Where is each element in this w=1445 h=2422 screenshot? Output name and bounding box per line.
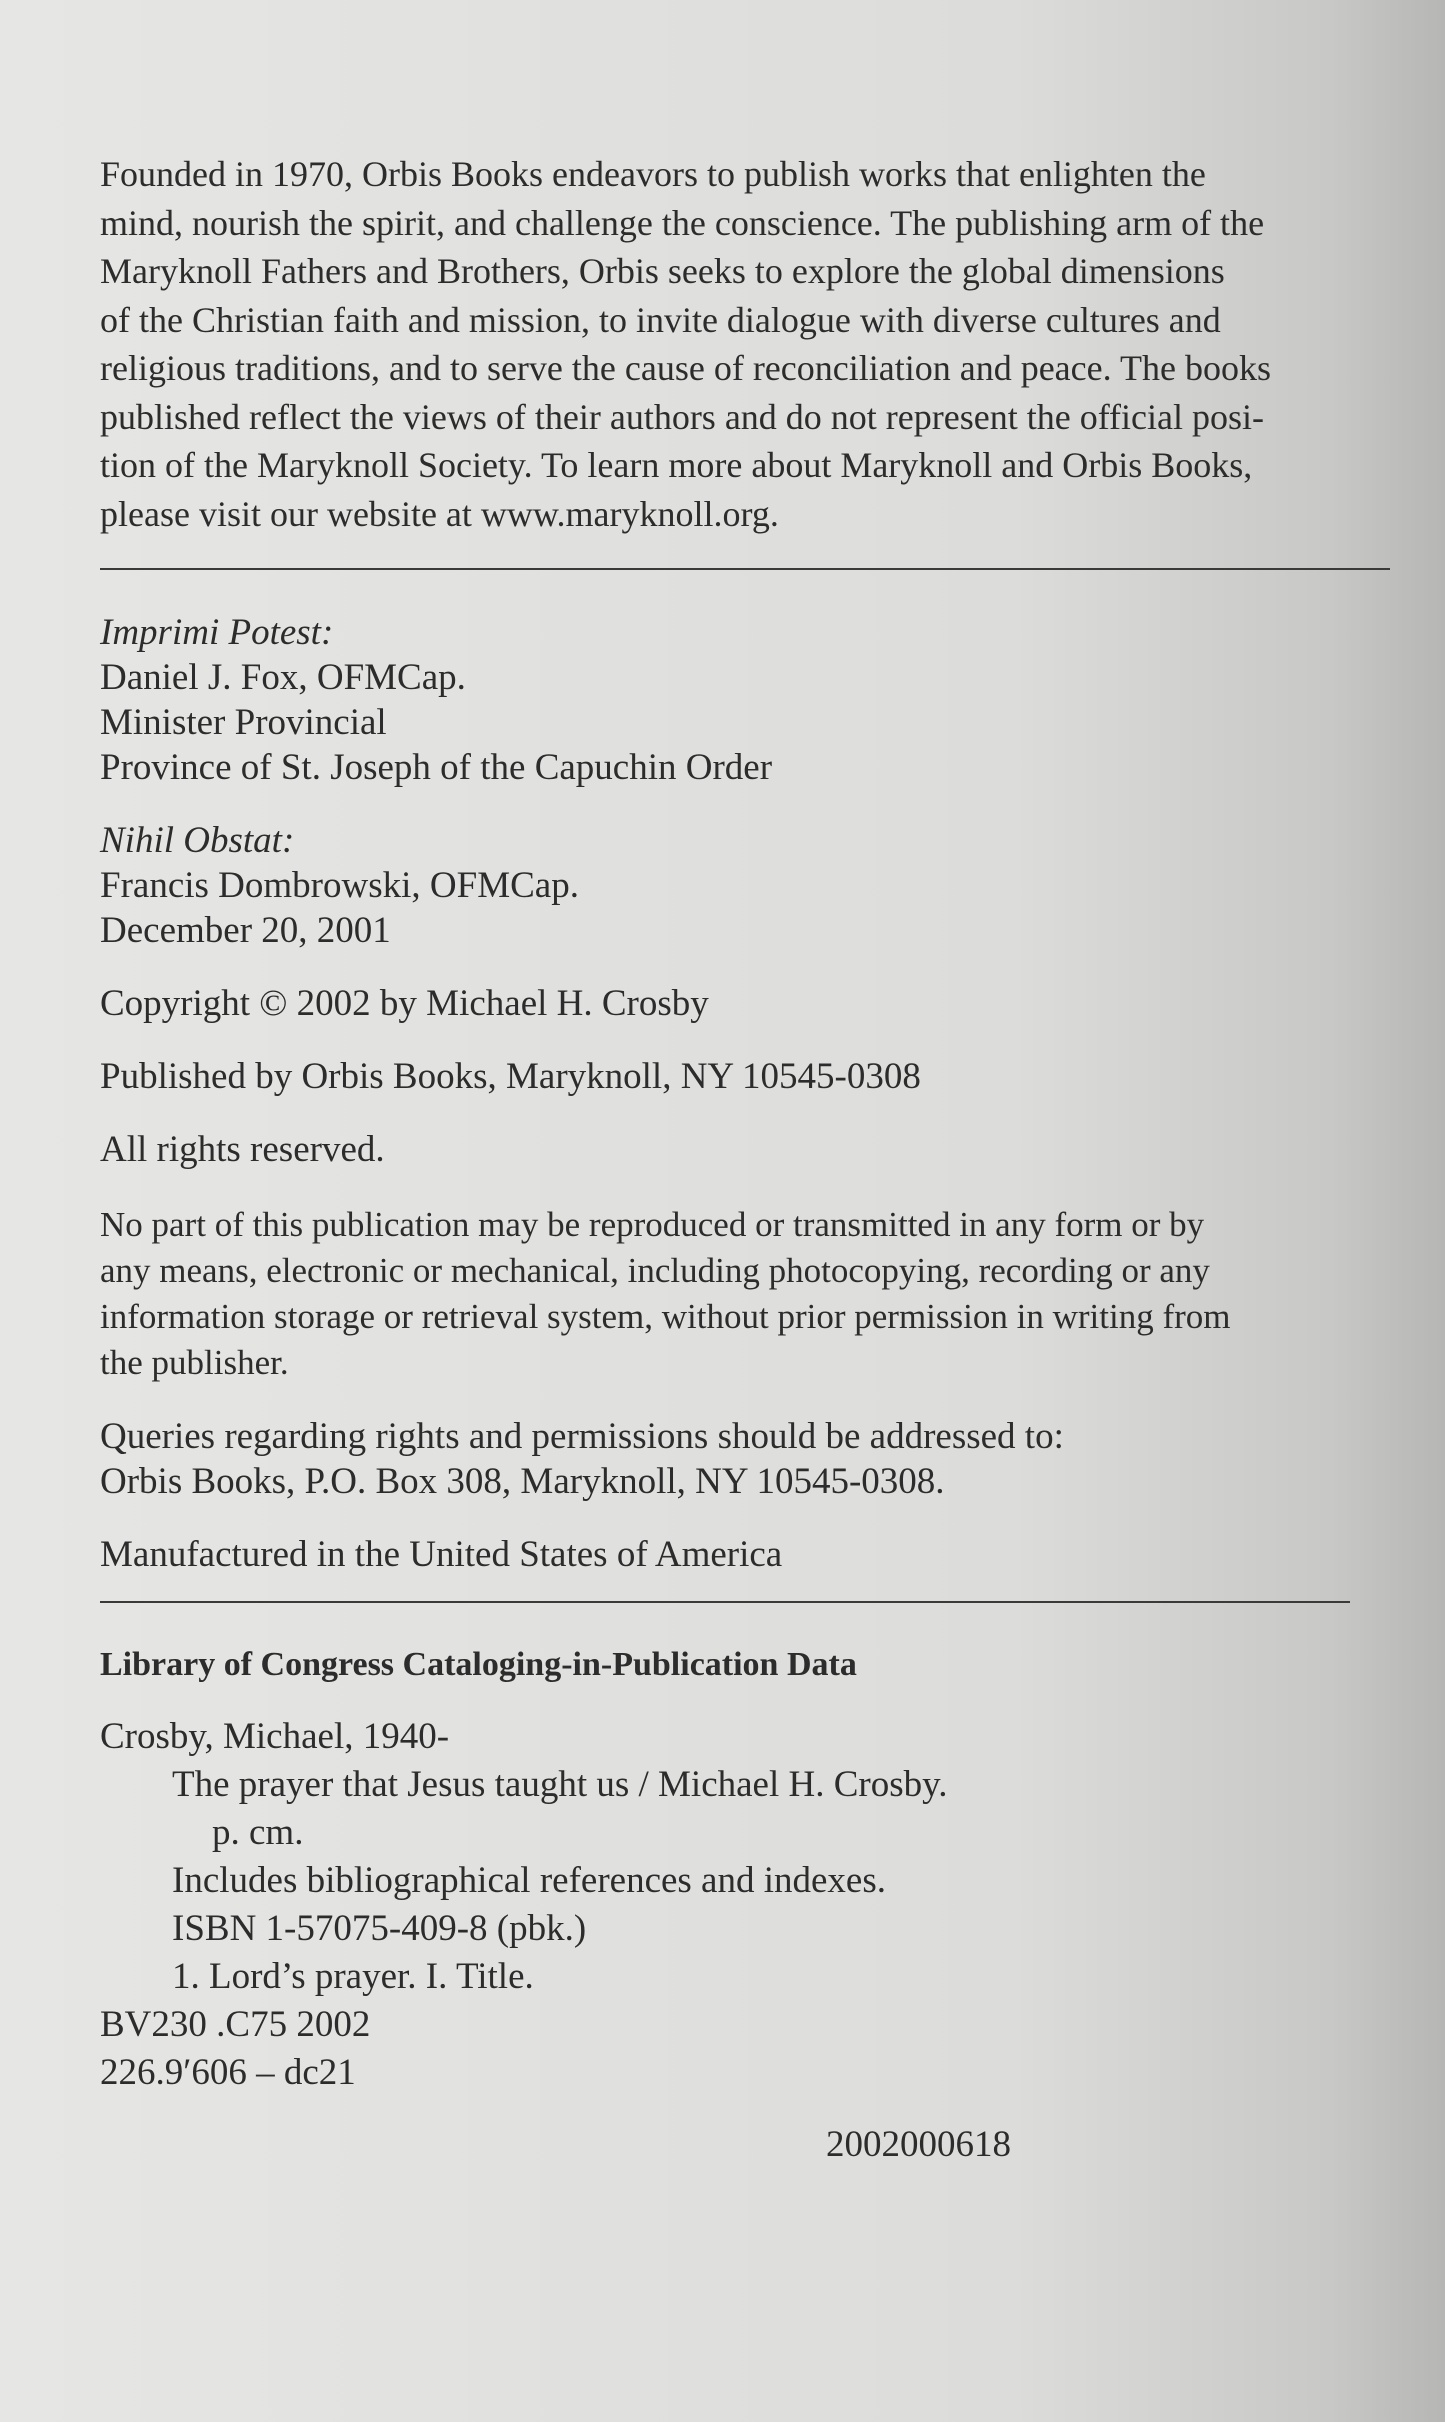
mission-line: of the Christian faith and mission, to invite dialogue with diverse cultures and bbox=[100, 299, 1221, 340]
mission-line: religious traditions, and to serve the cause of reconciliation and peace. The books bbox=[100, 348, 1271, 388]
cip-isbn: ISBN 1-57075-409-8 (pbk.) bbox=[172, 1908, 587, 1949]
notice-line: the publisher. bbox=[100, 1343, 289, 1382]
publisher-line: Published by Orbis Books, Maryknoll, NY 10545-0308 bbox=[100, 1056, 921, 1097]
nihil-obstat-block bbox=[100, 818, 1410, 953]
cip-includes: Includes bibliographical references and indexes. bbox=[172, 1860, 887, 1901]
mission-line: Founded in 1970, Orbis Books endeavors to publish works that enlighten the bbox=[100, 154, 1206, 194]
nihil-obstat-date: December 20, 2001 bbox=[100, 910, 391, 951]
notice-line: any means, electronic or mechanical, including photocopying, recording or any bbox=[100, 1251, 1210, 1290]
imprimi-potest-heading: Imprimi Potest: bbox=[100, 612, 334, 653]
cip-pages: p. cm. bbox=[212, 1812, 304, 1853]
mission-statement bbox=[100, 150, 1410, 538]
cip-record bbox=[100, 1713, 1410, 2097]
manufactured-line: Manufactured in the United States of America bbox=[100, 1534, 783, 1575]
nihil-obstat-name: Francis Dombrowski, OFMCap. bbox=[100, 865, 579, 906]
cip-title: Library of Congress Cataloging-in-Publication Data bbox=[100, 1646, 857, 1683]
cip-lccn: 2002000618 bbox=[826, 2124, 1011, 2165]
divider-rule bbox=[100, 568, 1390, 570]
mission-line: tion of the Maryknoll Society. To learn more about Maryknoll and Orbis Books, bbox=[100, 445, 1253, 485]
mission-line: Maryknoll Fathers and Brothers, Orbis seeks to explore the global dimensions bbox=[100, 251, 1225, 291]
mission-line: please visit our website at www.maryknoll.org. bbox=[100, 493, 779, 534]
divider-rule bbox=[100, 1601, 1350, 1603]
cip-dewey: 226.9′606 – dc21 bbox=[100, 2052, 356, 2093]
no-part-notice bbox=[100, 1202, 1410, 1386]
mission-line: published reflect the views of their authors and do not represent the official posi- bbox=[100, 396, 1264, 437]
cip-author: Crosby, Michael, 1940- bbox=[100, 1716, 450, 1757]
notice-line: No part of this publication may be reproduced or transmitted in any form or by bbox=[100, 1205, 1205, 1244]
rights-line: All rights reserved. bbox=[100, 1129, 385, 1170]
cip-subjects: 1. Lord’s prayer. I. Title. bbox=[172, 1956, 534, 1997]
cip-call-number: BV230 .C75 2002 bbox=[100, 2004, 371, 2045]
cip-book-title: The prayer that Jesus taught us / Michael H. Crosby. bbox=[172, 1764, 948, 1805]
imprimi-potest-block bbox=[100, 610, 1410, 790]
copyright-line: Copyright © 2002 by Michael H. Crosby bbox=[100, 983, 709, 1024]
notice-line: information storage or retrieval system, without prior permission in writing from bbox=[100, 1297, 1231, 1336]
mission-line: mind, nourish the spirit, and challenge the conscience. The publishing arm of the bbox=[100, 202, 1265, 243]
queries-block bbox=[100, 1414, 1410, 1504]
imprimi-potest-province: Province of St. Joseph of the Capuchin Order bbox=[100, 747, 773, 788]
imprimi-potest-name: Daniel J. Fox, OFMCap. bbox=[100, 657, 466, 698]
nihil-obstat-heading: Nihil Obstat: bbox=[100, 820, 295, 861]
queries-address: Orbis Books, P.O. Box 308, Maryknoll, NY 10545-0308. bbox=[100, 1461, 945, 1502]
imprimi-potest-title: Minister Provincial bbox=[100, 702, 387, 743]
queries-line: Queries regarding rights and permissions should be addressed to: bbox=[100, 1416, 1064, 1457]
page-content bbox=[100, 150, 1410, 2166]
